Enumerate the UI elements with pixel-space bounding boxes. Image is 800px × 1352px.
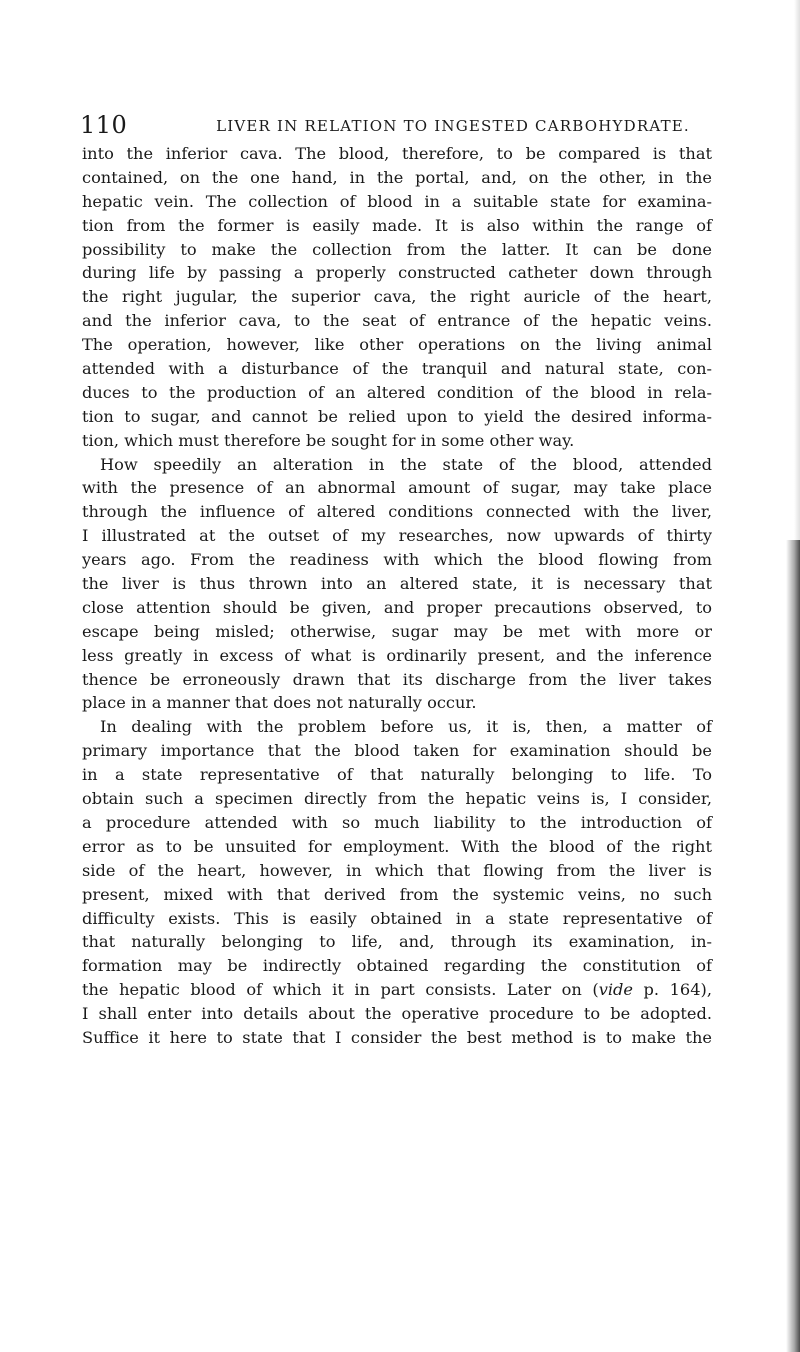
page-edge-shadow [794, 0, 800, 540]
page-edge-shadow [786, 540, 800, 1352]
text-line: in a state representative of that naturally belonging to life. To [82, 765, 712, 785]
text-line: error as to be unsuited for employment. With the blood of the right [82, 836, 712, 856]
text-line: formation may be indirectly obtained regarding the constitution of [82, 956, 712, 976]
text-line: present, mixed with that derived from the systemic veins, no such [82, 884, 712, 904]
text-line: and the inferior cava, to the seat of entrance of the hepatic veins. [82, 311, 712, 331]
italic-vide: vide [598, 980, 633, 1000]
text-line: tion, which must therefore be sought for in some other way. [82, 430, 575, 450]
text-line: side of the heart, however, in which that flowing from the liver is [82, 860, 712, 880]
text-line: the right jugular, the superior cava, the right auricle of the heart, [82, 287, 712, 307]
body-text [82, 142, 712, 1050]
text-line: with the presence of an abnormal amount of sugar, may take place [82, 478, 712, 498]
paragraph-start-line: How speedily an alteration in the state of the blood, attended [100, 454, 712, 474]
text-line: into the inferior cava. The blood, therefore, to be compared is that [82, 144, 712, 163]
text-line: possibility to make the collection from the latter. It can be done [82, 239, 712, 259]
text-line: difficulty exists. This is easily obtained in a state representative of [82, 908, 712, 928]
text-line: that naturally belonging to life, and, through its examination, in- [82, 932, 712, 952]
text-line: place in a manner that does not naturally occur. [82, 693, 477, 713]
text-line: escape being misled; otherwise, sugar may be met with more or [82, 621, 712, 641]
text-line: The operation, however, like other operations on the living animal [82, 335, 712, 355]
text-line: years ago. From the readiness with which the blood flowing from [82, 550, 712, 570]
text-line: Suffice it here to state that I consider the best method is to make the [82, 1027, 712, 1047]
paragraph-start-line: In dealing with the problem before us, it is, then, a matter of [100, 717, 712, 737]
text-line: primary importance that the blood taken for examination should be [82, 741, 712, 761]
text-line: tion to sugar, and cannot be relied upon to yield the desired informa- [82, 406, 712, 426]
text-line: thence be erroneously drawn that its discharge from the liver takes [82, 669, 712, 689]
text-line: hepatic vein. The collection of blood in a suitable state for examina- [82, 191, 712, 211]
text-line: tion from the former is easily made. It is also within the range of [82, 215, 712, 235]
text-line: obtain such a specimen directly from the hepatic veins is, I consider, [82, 789, 712, 809]
text-segment: the hepatic blood of which it in part consists. Later on ( [82, 980, 599, 1000]
text-line: the liver is thus thrown into an altered state, it is necessary that [82, 574, 712, 594]
text-line: less greatly in excess of what is ordinarily present, and the inference [82, 645, 712, 665]
text-line-with-reference [82, 978, 712, 1002]
text-segment: p. 164), [633, 980, 712, 1000]
text-line: duces to the production of an altered condition of the blood in rela- [82, 382, 712, 402]
page-number: 110 [80, 111, 128, 139]
running-head: LIVER IN RELATION TO INGESTED CARBOHYDRATE. [216, 117, 690, 135]
text-line: contained, on the one hand, in the portal, and, on the other, in the [82, 167, 712, 187]
text-line: through the influence of altered conditions connected with the liver, [82, 502, 712, 522]
text-line: I illustrated at the outset of my researches, now upwards of thirty [82, 526, 712, 546]
text-line: during life by passing a properly constructed catheter down through [82, 263, 712, 283]
text-line: close attention should be given, and proper precautions observed, to [82, 597, 712, 617]
page-header [80, 110, 780, 140]
text-line: I shall enter into details about the operative procedure to be adopted. [82, 1004, 712, 1024]
text-line: a procedure attended with so much liability to the introduction of [82, 812, 712, 832]
text-line: attended with a disturbance of the tranquil and natural state, con- [82, 359, 712, 379]
